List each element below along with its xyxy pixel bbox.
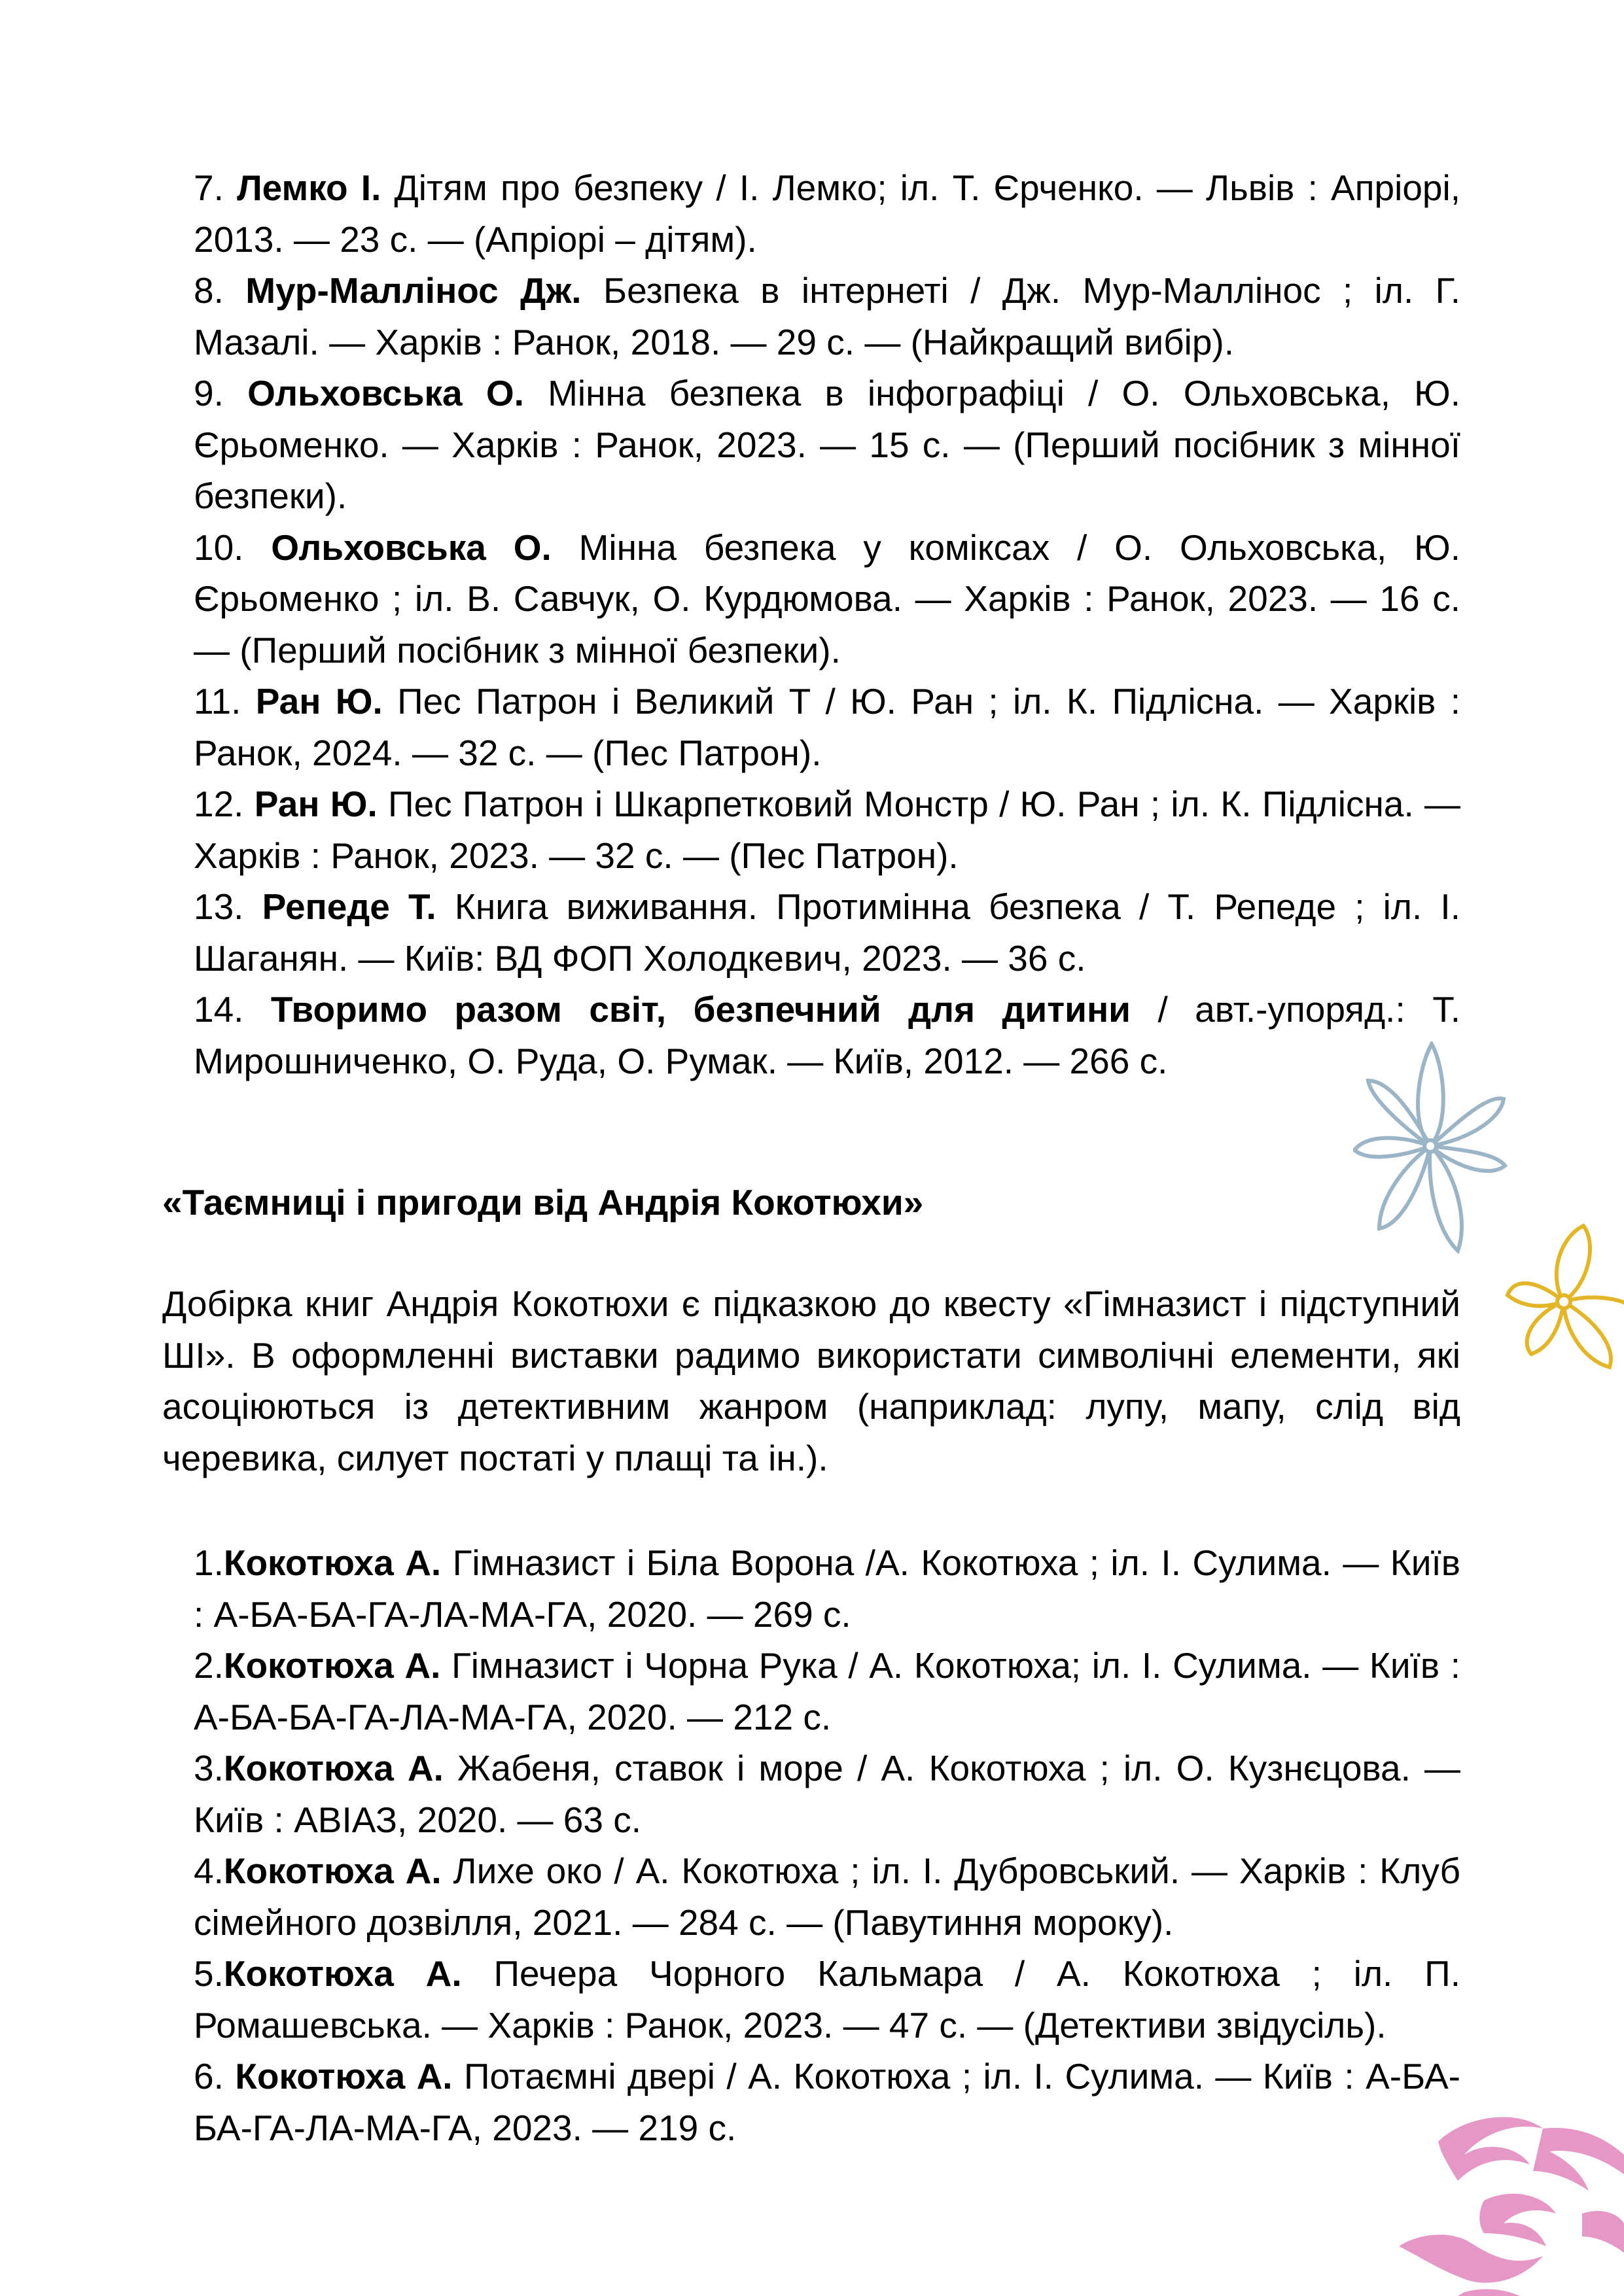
item-description: Мінна безпека у коміксах / О. Ольховська, Ю. Єрьоменко ; іл. В. Савчук, О. Курдюмова. — Харків : Ранок, 2023. — 16 с. — (Перший посібник з мінної безпеки). (194, 527, 1460, 670)
list-item (194, 1537, 1460, 1640)
list-item (194, 1743, 1460, 1845)
item-number: 3. (194, 1748, 224, 1788)
item-description: Гімназист і Чорна Рука / А. Кокотюха; іл. І. Сулима. — Київ : А-БА-БА-ГА-ЛА-МА-ГА, 2020. — 212 с. (194, 1645, 1460, 1737)
pink-swirl-icon (1386, 2102, 1624, 2296)
list-item (194, 2051, 1460, 2153)
list-item (194, 778, 1460, 881)
item-number: 6. (194, 2056, 236, 2096)
item-description: Пес Патрон і Шкарпетковий Монстр / Ю. Ран ; іл. К. Підлісна. — Харків : Ранок, 2023. — 32 с. — (Пес Патрон). (194, 784, 1460, 876)
item-number: 14. (194, 989, 271, 1030)
item-author: Кокотюха А. (223, 1542, 442, 1583)
item-description: Дітям про безпеку / І. Лемко; іл. Т. Єрченко. — Львів : Апріорі, 2013. — 23 с. — (Апріорі – дітям). (194, 167, 1460, 260)
item-description: Гімназист і Біла Ворона /А. Кокотюха ; іл. І. Сулима. — Київ : А-БА-БА-ГА-ЛА-МА-ГА, 2020. — 269 с. (194, 1542, 1460, 1635)
bibliography-list-safety (194, 162, 1460, 1087)
list-item (194, 1948, 1460, 2051)
list-item (194, 162, 1460, 265)
item-number: 4. (194, 1851, 224, 1891)
item-description: Книга виживання. Протимінна безпека / Т. Репеде ; іл. І. Шаганян. — Київ: ВД ФОП Холодкевич, 2023. — 36 с. (194, 886, 1460, 979)
item-author: Кокотюха А. (223, 1953, 462, 1994)
item-author: Лемко І. (237, 167, 381, 208)
item-description: Безпека в інтернеті / Дж. Мур-Маллінос ; іл. Г. Мазалі. — Харків : Ранок, 2018. — 29 с. — (Найкращий вибір). (194, 270, 1460, 362)
item-number: 11. (194, 681, 256, 722)
item-description: Печера Чорного Кальмара / А. Кокотюха ; іл. П. Ромашевська. — Харків : Ранок, 2023. — 47 с. — (Детективи звідусіль). (194, 1953, 1460, 2045)
item-number: 7. (194, 167, 238, 208)
item-description: Пес Патрон і Великий Т / Ю. Ран ; іл. К. Підлісна. — Харків : Ранок, 2024. — 32 с. — (Пес Патрон). (194, 681, 1460, 773)
item-author: Кокотюха А. (223, 1748, 444, 1788)
yellow-flower-icon (1505, 1223, 1624, 1380)
item-description: / авт.-упоряд.: Т. Мирошниченко, О. Руда, О. Румак. — Київ, 2012. — 266 с. (194, 989, 1460, 1081)
item-author: Ольховська О. (271, 527, 552, 568)
item-author: Творимо разом світ, безпечний для дитини (270, 989, 1131, 1030)
item-number: 10. (194, 527, 272, 568)
section-intro: Добірка книг Андрія Кокотюхи є підказкою до квесту «Гімназист і підступний ШІ». В оформленні виставки радимо використати символічні елементи, які асоціюються із детективним жанром (наприклад: лупу, мапу, слід від черевика, силует постаті у плащі та ін.). (162, 1283, 1460, 1478)
item-number: 12. (194, 784, 255, 824)
item-number: 13. (194, 886, 262, 927)
item-number: 1. (194, 1542, 224, 1583)
item-author: Кокотюха А. (235, 2056, 453, 2096)
item-author: Ран Ю. (254, 784, 378, 824)
list-item (194, 1640, 1460, 1743)
item-author: Кокотюха А. (223, 1645, 441, 1686)
list-item (194, 676, 1460, 778)
item-number: 2. (194, 1645, 224, 1686)
list-item (194, 881, 1460, 984)
item-description: Лихе око / А. Кокотюха ; іл. І. Дубровський. — Харків : Клуб сімейного дозвілля, 2021. — 284 с. — (Павутиння мороку). (194, 1851, 1460, 1943)
blue-flower-icon (1353, 1041, 1508, 1257)
section-heading: «Таємниці і пригоди від Андрія Кокотюхи» (162, 1182, 924, 1223)
item-description: Мінна безпека в інфографіці / О. Ольховська, Ю. Єрьоменко. — Харків : Ранок, 2023. — 15 с. — (Перший посібник з мінної безпеки). (194, 373, 1461, 516)
item-number: 5. (194, 1953, 224, 1994)
list-item (194, 1845, 1460, 1948)
list-item (194, 265, 1460, 368)
item-author: Репеде Т. (262, 886, 436, 927)
item-number: 8. (194, 270, 246, 311)
list-item (194, 368, 1460, 522)
bibliography-list-kokotiukha (194, 1537, 1460, 2153)
item-number: 9. (194, 373, 248, 413)
item-author: Кокотюха А. (223, 1851, 442, 1891)
item-description: Жабеня, ставок і море / А. Кокотюха ; іл. О. Кузнєцова. — Київ : АВІАЗ, 2020. — 63 с. (194, 1748, 1460, 1840)
item-description: Потаємні двері / А. Кокотюха ; іл. І. Сулима. — Київ : А-БА-БА-ГА-ЛА-МА-ГА, 2023. — 219 с. (194, 2056, 1460, 2148)
list-item (194, 984, 1460, 1087)
item-author: Ран Ю. (255, 681, 383, 722)
list-item (194, 522, 1460, 676)
item-author: Ольховська О. (247, 373, 524, 413)
item-author: Мур-Маллінос Дж. (245, 270, 582, 311)
